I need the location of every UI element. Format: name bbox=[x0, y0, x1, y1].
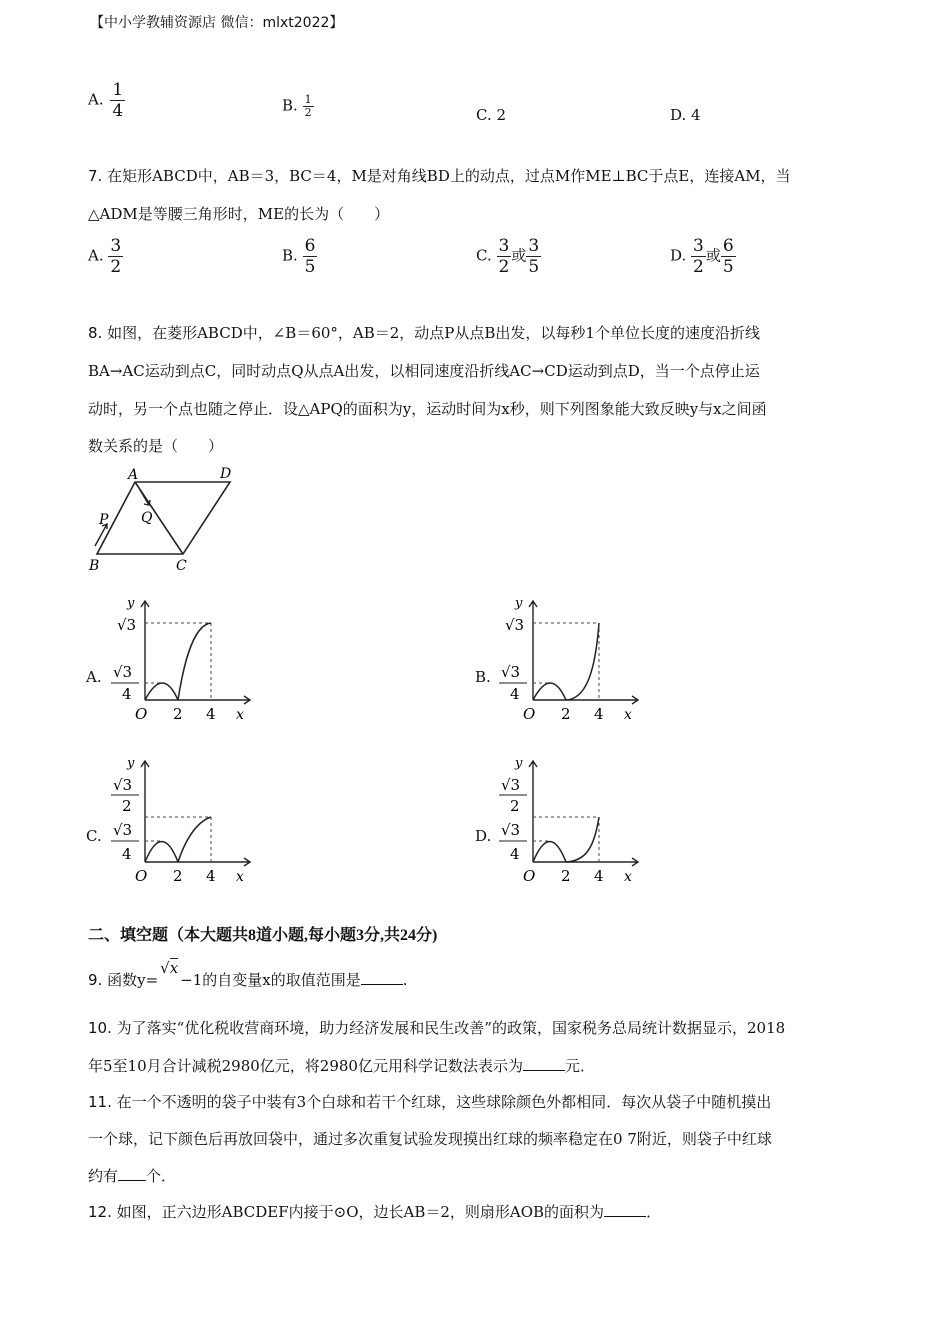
q11-line3: 约有 个． bbox=[88, 1167, 177, 1185]
q8-graph-a bbox=[105, 595, 255, 730]
graph-b-curve1 bbox=[533, 683, 566, 700]
graph-b-curve2 bbox=[566, 623, 599, 700]
graph-d-curve2 bbox=[566, 817, 599, 862]
rhombus-outline bbox=[97, 482, 230, 554]
svg-text:√3: √3 bbox=[501, 821, 521, 839]
svg-text:4: 4 bbox=[206, 867, 216, 885]
q11-line2: 一个球，记下颜色后再放回袋中，通过多次重复试验发现摸出红球的频率稳定在0 7附近，则袋子中红球 bbox=[88, 1130, 772, 1148]
svg-text:y: y bbox=[515, 756, 523, 771]
svg-text:y: y bbox=[127, 596, 135, 611]
graph-a-ytop: √3 bbox=[117, 616, 137, 634]
q6-option-a: A. $\frac{1}{4}$ bbox=[88, 80, 124, 121]
q6-option-d: D. 4 bbox=[670, 106, 701, 124]
graph-d-curve1 bbox=[533, 842, 566, 863]
svg-text:√3: √3 bbox=[501, 663, 521, 681]
q7-option-b: B. $\frac{6}{5}$ bbox=[282, 236, 316, 277]
svg-text:4: 4 bbox=[510, 845, 520, 863]
svg-text:2: 2 bbox=[122, 797, 132, 815]
q8-line4: 数关系的是（ ） bbox=[88, 437, 224, 455]
label-b: B bbox=[89, 558, 100, 574]
q7-option-d: D. $\frac{3}{2}$ 或 $\frac{6}{5}$ bbox=[670, 236, 734, 277]
q8-graph-d bbox=[493, 755, 643, 890]
svg-text:√3: √3 bbox=[505, 616, 525, 634]
q12: 12. 如图，正六边形ABCDEF内接于⊙O，边长AB＝2，则扇形AOB的面积为 ． bbox=[88, 1203, 662, 1221]
label-c: C bbox=[176, 558, 187, 574]
q7-option-a: A. $\frac{3}{2}$ bbox=[88, 236, 122, 277]
q7-option-c: C. $\frac{3}{2}$ 或 $\frac{3}{5}$ bbox=[476, 236, 540, 277]
q9-answer-blank[interactable] bbox=[361, 984, 403, 985]
graph-c-curve1 bbox=[145, 842, 178, 863]
q7-line1: 7. 在矩形ABCD中，AB＝3，BC＝4，M是对角线BD上的动点，过点M作ME⊥BC于点E，连接AM，当 bbox=[88, 167, 791, 185]
svg-text:2: 2 bbox=[173, 867, 183, 885]
q9-sqrt: √x bbox=[160, 959, 179, 977]
q8-graph-a-label: A. bbox=[86, 668, 102, 686]
label-d: D bbox=[220, 466, 232, 482]
q11-answer-blank[interactable] bbox=[118, 1180, 146, 1181]
q8-graph-c-label: C. bbox=[86, 827, 102, 845]
q8-graph-b bbox=[493, 595, 643, 730]
svg-text:√3: √3 bbox=[113, 663, 133, 681]
svg-text:O: O bbox=[523, 705, 536, 723]
q10-line1: 10. 为了落实“优化税收营商环境，助力经济发展和民生改善”的政策，国家税务总局统计数据显示，2018 bbox=[88, 1019, 786, 1037]
q8-line1: 8. 如图，在菱形ABCD中，∠B＝60°，AB＝2，动点P从点B出发，以每秒1个单位长度的速度沿折线 bbox=[88, 324, 760, 342]
svg-text:√3: √3 bbox=[501, 776, 521, 794]
q8-line2: BA→AC运动到点C，同时动点Q从点A出发，以相同速度沿折线AC→CD运动到点D，当一个点停止运 bbox=[88, 362, 760, 380]
q6-option-b: B. $\frac{1}{2}$ bbox=[282, 93, 312, 119]
header-watermark: 【中小学教辅资源店 微信：mlxt2022】 bbox=[90, 15, 344, 31]
svg-text:O: O bbox=[135, 867, 148, 885]
rhombus-figure bbox=[85, 462, 245, 577]
q8-graph-d-label: D. bbox=[475, 827, 492, 845]
svg-text:4: 4 bbox=[510, 685, 520, 703]
svg-text:x: x bbox=[624, 707, 632, 723]
svg-text:x: x bbox=[624, 869, 632, 885]
svg-text:O: O bbox=[135, 705, 148, 723]
q8-line3: 动时，另一个点也随之停止．设△APQ的面积为y，运动时间为x秒，则下列图象能大致反映y与x之间函 bbox=[88, 400, 767, 418]
q8-graph-c bbox=[105, 755, 255, 890]
svg-text:2: 2 bbox=[173, 705, 183, 723]
q9: 9. 函数y=√x−1的自变量x的取值范围是 . bbox=[88, 959, 408, 989]
q10-answer-blank[interactable] bbox=[523, 1070, 565, 1071]
q6-option-c: C. 2 bbox=[476, 106, 507, 124]
section-2-title: 二、填空题（本大题共8道小题,每小题3分,共24分) bbox=[88, 927, 438, 944]
graph-c-curve2 bbox=[178, 817, 211, 862]
svg-text:4: 4 bbox=[122, 845, 132, 863]
label-p: P bbox=[99, 512, 109, 528]
svg-text:2: 2 bbox=[561, 705, 571, 723]
svg-text:√3: √3 bbox=[113, 821, 133, 839]
svg-text:x: x bbox=[236, 869, 244, 885]
q-arrow bbox=[140, 490, 149, 505]
svg-text:4: 4 bbox=[206, 705, 216, 723]
q12-answer-blank[interactable] bbox=[604, 1216, 646, 1217]
graph-a-curve2 bbox=[178, 623, 211, 700]
q8-graph-b-label: B. bbox=[475, 668, 491, 686]
svg-text:4: 4 bbox=[122, 685, 132, 703]
svg-text:y: y bbox=[127, 756, 135, 771]
q11-line1: 11. 在一个不透明的袋子中装有3个白球和若干个红球，这些球除颜色外都相同．每次从袋子中随机摸出 bbox=[88, 1093, 772, 1111]
label-q: Q bbox=[141, 510, 153, 526]
svg-text:O: O bbox=[523, 867, 536, 885]
q7-line2: △ADM是等腰三角形时，ME的长为（ ） bbox=[88, 205, 390, 223]
svg-text:√3: √3 bbox=[113, 776, 133, 794]
svg-text:4: 4 bbox=[594, 867, 604, 885]
svg-text:2: 2 bbox=[510, 797, 520, 815]
q10-line2: 年5至10月合计减税2980亿元，将2980亿元用科学记数法表示为 元． bbox=[88, 1057, 595, 1075]
svg-text:x: x bbox=[236, 707, 244, 723]
svg-text:2: 2 bbox=[561, 867, 571, 885]
svg-text:y: y bbox=[515, 596, 523, 611]
graph-a-curve1 bbox=[145, 683, 178, 700]
label-a: A bbox=[128, 467, 139, 483]
svg-text:4: 4 bbox=[594, 705, 604, 723]
